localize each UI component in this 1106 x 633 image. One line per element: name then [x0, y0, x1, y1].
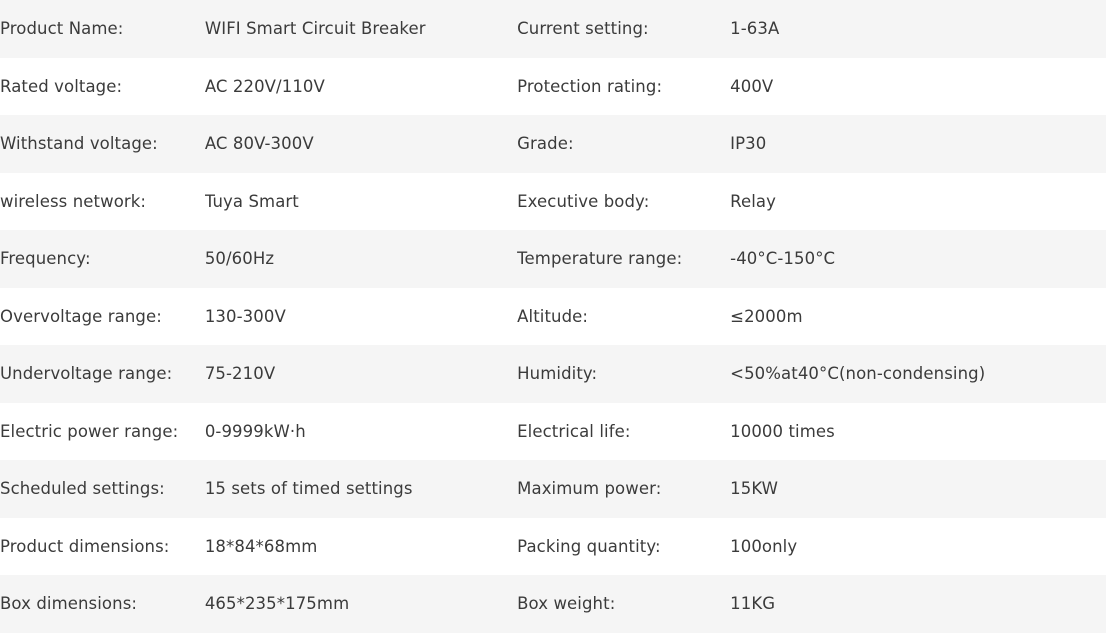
spec-label-left: wireless network:: [0, 191, 147, 211]
table-row: [0, 58, 1106, 116]
spec-label-left: Undervoltage range:: [0, 364, 173, 384]
spec-value-left: 465*235*175mm: [204, 594, 350, 614]
table-row: [0, 288, 1106, 346]
table-row: [0, 460, 1106, 518]
spec-value-left: Tuya Smart: [204, 191, 299, 211]
spec-label-right: Executive body:: [517, 191, 650, 211]
spec-label-left: Product dimensions:: [0, 536, 170, 556]
spec-label-right: Grade:: [517, 134, 574, 154]
spec-value-left: 75-210V: [204, 364, 276, 384]
spec-label-left: Frequency:: [0, 249, 91, 269]
spec-label-right: Temperature range:: [517, 249, 683, 269]
spec-value-left: 0-9999kW·h: [204, 421, 306, 441]
spec-label-left: Box dimensions:: [0, 594, 138, 614]
spec-value-right: <50%at40°C(non-condensing): [730, 364, 986, 384]
spec-value-right: IP30: [730, 134, 767, 154]
table-row: [0, 230, 1106, 288]
spec-label-left: Electric power range:: [0, 421, 179, 441]
spec-value-right: Relay: [730, 191, 776, 211]
spec-label-right: Electrical life:: [517, 421, 631, 441]
spec-label-right: Humidity:: [517, 364, 598, 384]
spec-value-right: 100only: [730, 536, 798, 556]
table-row: [0, 0, 1106, 58]
spec-label-right: Maximum power:: [517, 479, 662, 499]
spec-label-left: Withstand voltage:: [0, 134, 158, 154]
spec-value-right: ≤2000m: [730, 306, 803, 326]
spec-value-right: 15KW: [730, 479, 779, 499]
spec-value-right: 1-63A: [730, 19, 780, 39]
spec-label-right: Altitude:: [517, 306, 589, 326]
table-row: [0, 345, 1106, 403]
table-row: [0, 518, 1106, 576]
spec-label-right: Box weight:: [517, 594, 616, 614]
spec-label-right: Packing quantity:: [517, 536, 661, 556]
spec-value-left: 130-300V: [204, 306, 286, 326]
spec-value-left: WIFI Smart Circuit Breaker: [204, 19, 426, 39]
spec-value-right: 400V: [730, 76, 774, 96]
table-row: [0, 403, 1106, 461]
spec-label-left: Scheduled settings:: [0, 479, 165, 499]
table-row: [0, 115, 1106, 173]
table-row: [0, 173, 1106, 231]
spec-value-left: 50/60Hz: [204, 249, 275, 269]
spec-label-left: Product Name:: [0, 19, 124, 39]
spec-value-left: 15 sets of timed settings: [204, 479, 413, 499]
spec-value-left: AC 220V/110V: [204, 76, 325, 96]
table-row: [0, 575, 1106, 633]
spec-value-right: 10000 times: [730, 421, 835, 441]
spec-label-right: Protection rating:: [517, 76, 663, 96]
spec-value-left: 18*84*68mm: [204, 536, 318, 556]
spec-value-left: AC 80V-300V: [204, 134, 314, 154]
spec-label-left: Overvoltage range:: [0, 306, 162, 326]
spec-value-right: -40°C-150°C: [730, 249, 836, 269]
spec-label-left: Rated voltage:: [0, 76, 123, 96]
spec-label-right: Current setting:: [517, 19, 649, 39]
spec-value-right: 11KG: [730, 594, 776, 614]
